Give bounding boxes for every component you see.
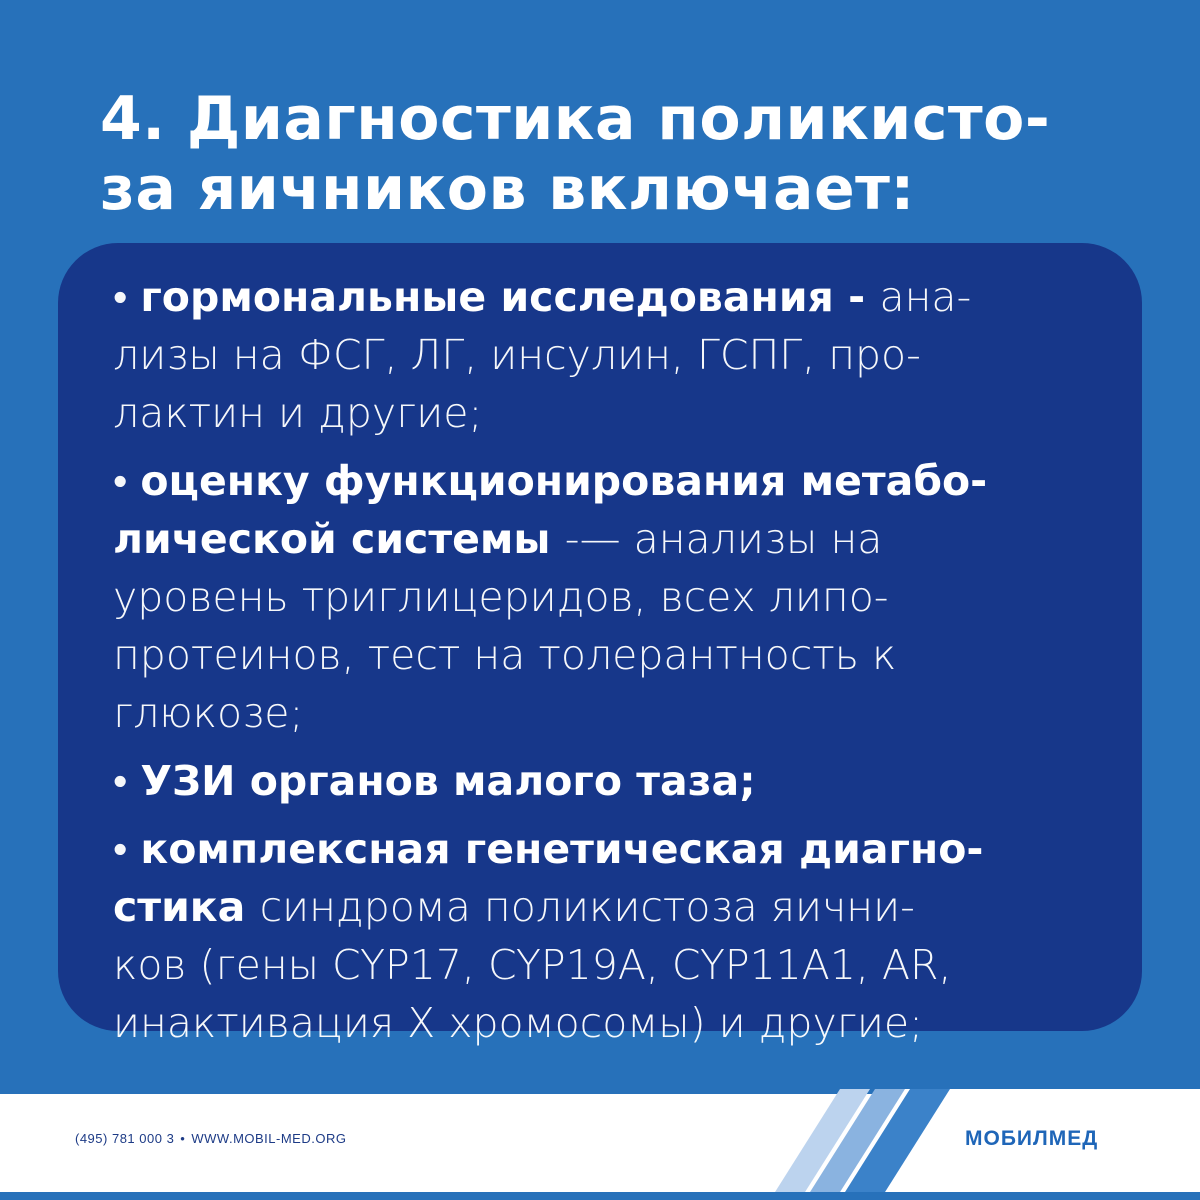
list-item-line	[113, 268, 1113, 326]
list-item-line: лизы на ФСГ, ЛГ, инсулин, ГСПГ, про-	[113, 331, 921, 379]
bullet: •	[113, 825, 141, 873]
list-item-line	[113, 878, 1113, 936]
item-bold-text: комплексная генетическая диагно-	[140, 825, 984, 873]
item-text: -— анализы на	[564, 515, 883, 563]
list-item	[113, 452, 1113, 742]
list-item-line: ков (гены CYP17, CYP19A, CYP11A1, AR,	[113, 941, 952, 989]
footer	[0, 1089, 1200, 1200]
diagnostics-list	[113, 268, 1113, 1052]
list-item-line	[113, 452, 1113, 510]
page-title	[100, 84, 1140, 224]
list-item-line: инактивация Х хромосомы) и другие;	[113, 999, 923, 1047]
list-item	[113, 752, 1113, 810]
phone-number[interactable]: (495) 781 000 3	[75, 1131, 175, 1146]
website-link[interactable]: WWW.MOBIL-MED.ORG	[191, 1131, 347, 1146]
list-item-line	[113, 510, 1113, 568]
list-item-line: уровень триглицеридов, всех липо-	[113, 573, 889, 621]
item-bold-text: стика	[113, 883, 260, 931]
item-text: синдрома поликистоза яични-	[259, 883, 915, 931]
list-item	[113, 268, 1113, 442]
bullet: •	[113, 273, 141, 321]
item-bold-text: гормональные исследования -	[140, 273, 880, 321]
item-bold-text: УЗИ органов малого таза;	[140, 757, 756, 805]
item-bold-text: лической системы	[113, 515, 565, 563]
list-item	[113, 820, 1113, 1052]
bullet: •	[113, 457, 141, 505]
list-item-line	[113, 752, 1113, 810]
bullet: •	[113, 757, 141, 805]
list-item-line	[113, 820, 1113, 878]
footer-bottom-stripe	[0, 1192, 1200, 1200]
item-text: ана-	[879, 273, 972, 321]
title-line-1: 4. Диагностика поликисто-	[100, 84, 1051, 154]
list-item-line: лактин и другие;	[113, 389, 483, 437]
footer-contacts	[75, 1131, 346, 1146]
list-item-line: глюкозе;	[113, 689, 304, 737]
brand-logo: МОБИЛМЕД	[965, 1127, 1099, 1150]
list-item-line: протеинов, тест на толерантность к	[113, 631, 897, 679]
separator: •	[180, 1131, 186, 1146]
item-bold-text: оценку функционирования метабо-	[140, 457, 988, 505]
title-line-2: за яичников включает:	[100, 154, 915, 224]
